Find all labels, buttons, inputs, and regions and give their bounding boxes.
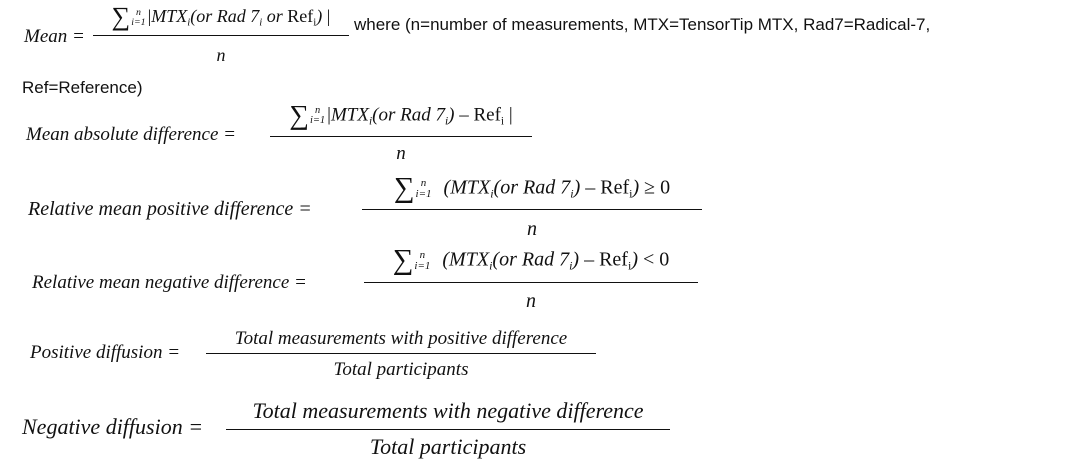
sum-sign: ∑ [392, 244, 414, 276]
pdiff-denominator: Total participants [333, 359, 469, 380]
pdiff-lhs: Positive diffusion = [30, 342, 181, 363]
mad-numerator: ∑ n i=1 $|MTX_i(or$ Rad $7_i) - Ref_i$ | [289, 99, 513, 130]
ndiff-fraction [226, 398, 670, 464]
pdiff-numerator: Total measurements with positive difference [234, 328, 568, 349]
mean-denominator: n [216, 45, 226, 65]
mad-denominator: n [396, 143, 406, 164]
rmnd-denominator: n [526, 290, 536, 312]
mean-note-continued: Ref=Reference) [22, 78, 143, 97]
sum-sign: ∑ [111, 2, 131, 31]
rmnd-numerator: ∑ n i=1 ($MTX_i(or$ Rad $7_i) - Ref_i) < 0$ [392, 244, 670, 276]
mean-numerator: ∑ n i=1 $|MTX_i(or$ Rad $7_i$ or Ref$_i$) | [111, 2, 331, 31]
sum-sign: ∑ [289, 99, 309, 130]
pdiff-fraction [206, 328, 596, 384]
rmnd-lhs: Relative mean negative difference = [32, 272, 307, 293]
mean-note: where (n=number of measurements, MTX=TensorTip MTX, Rad7=Radical-7, [354, 15, 931, 34]
ndiff-lhs: Negative diffusion = [22, 414, 204, 439]
rmpd-fraction [362, 174, 702, 240]
rmpd-fraction-bar [362, 209, 702, 210]
ndiff-numerator: Total measurements with negative difference [252, 398, 644, 423]
pdiff-fraction-bar [206, 353, 596, 354]
rmnd-fraction-bar [364, 282, 698, 283]
ndiff-denominator: Total participants [369, 434, 527, 459]
rmnd-fraction [364, 246, 698, 312]
sum-sign: ∑ [393, 172, 415, 204]
mean-fraction-bar [93, 35, 349, 36]
mean-lhs: Mean = [24, 26, 85, 47]
rmpd-numerator: ∑ n i=1 ($MTX_i(or$ Rad $7_i) - Ref_i) \ge 0$ [393, 172, 671, 204]
mad-lhs: Mean absolute difference = [26, 124, 236, 145]
mean-fraction [93, 4, 349, 66]
rmpd-denominator: n [527, 218, 537, 240]
ndiff-fraction-bar [226, 429, 670, 430]
mad-fraction-bar [270, 136, 532, 137]
mad-fraction [270, 101, 532, 163]
rmpd-lhs: Relative mean positive difference = [28, 198, 312, 220]
